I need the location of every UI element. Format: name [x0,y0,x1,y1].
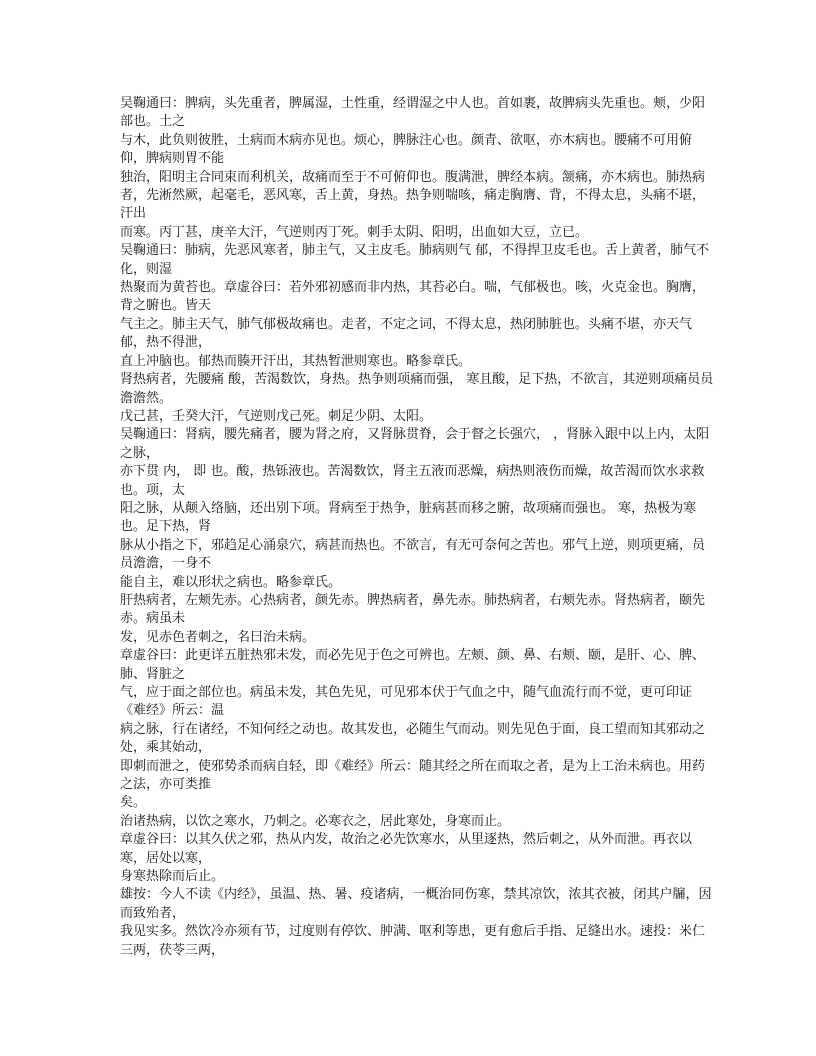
text-line: 热聚而为黄苔也。章虚谷曰：若外邪初感而非内热，其苔必白。喘，气郁极也。咳，火克金也。胸膺，背之腑也。皆天 [120,280,706,314]
text-line: 身寒热除而后止。 [120,869,225,885]
text-line: 直上冲脑也。郁热而腠开汗出，其热暂泄则寒也。略参章氏。 [120,353,472,369]
text-line: 而寒。丙丁甚，庚辛大汗，气逆则丙丁死。刺手太阴、阳明，出血如大豆，立已。 [120,224,589,240]
text-line: 章虚谷曰：以其久伏之邪，热从内发，故治之必先饮寒水，从里逐热，然后刺之，从外而泄。再衣以寒，居处以寒， [120,832,693,866]
text-line: 发，见赤色者刺之，名曰治未病。 [120,629,316,645]
text-line: 治诸热病，以饮之寒水，乃刺之。必寒衣之，居此寒处，身寒而止。 [120,813,511,829]
text-line: 我见实多。然饮冷亦须有节，过度则有停饮、肿满、呕利等患，更有愈后手指、足缝出水。速投：米仁三两，茯苓三两， [120,924,706,958]
text-line: 肾热病者，先腰痛 酸，苦渴数饮，身热。热争则项痛而强， 寒且酸，足下热，不欲言，其逆则项痛员员澹澹然。 [120,372,714,406]
text-line: 病之脉，行在诸经，不知何经之动也。故其发也，必随生气而动。则先见色于面，良工望而知其邪动之处，乘其始动， [120,721,706,756]
text-line: 章虚谷曰：此更详五脏热邪未发，而必先见于色之可辨也。左颊、颜、鼻、右颊、颐，是肝、心、脾、肺、肾脏之 [120,648,706,682]
text-line: 即刺而泄之，使邪势杀而病自轻，即《难经》所云：随其经之所在而取之者，是为上工治未病也。用药之法，亦可类推 [120,758,706,793]
text-line: 阳之脉，从颠入络脑，还出别下项。肾病至于热争，脏病甚而移之腑，故项痛而强也。 寒，热极为寒也。足下热，肾 [120,500,697,535]
text-line: 吴鞠通曰：肺病，先恶风寒者，肺主气，又主皮毛。肺病则气 郁，不得捍卫皮毛也。舌上黄者，肺气不化，则湿 [120,243,710,277]
text-line: 戊己甚，壬癸大汗，气逆则戊己死。刺足少阴、太阳。 [120,408,433,424]
text-line: 脉从小指之下，邪趋足心涌泉穴，病甚而热也。不欲言，有无可奈何之苦也。邪气上逆，则项更痛，员员澹澹，一身不 [120,537,706,572]
text-line: 亦下贯 内， 即 也。酸，热铄液也。苦渴数饮，肾主五液而恶燥，病热则液伤而燥，故苦渴而饮水求救也。项，太 [120,464,705,498]
text-line: 吴鞠通曰：脾病，头先重者，脾属湿，土性重，经谓湿之中人也。首如裹，故脾病头先重也。颊，少阳部也。土之 [120,96,706,130]
text-line: 独治，阳明主合同束而利机关，故痛而至于不可俯仰也。腹满泄，脾经本病。颔痛，亦木病也。肺热病者，先淅然厥，起毫毛，恶风寒，舌上黄，身热。热争则喘咳，痛走胸膺、背，不得太息，头痛不堪，汗出 [120,169,706,222]
body-text [120,95,716,960]
text-line: 矣。 [120,795,147,811]
text-line: 肝热病者，左颊先赤。心热病者，颜先赤。脾热病者，鼻先赤。肺热病者，右颊先赤。肾热病者，颐先赤。病虽未 [120,592,706,627]
text-line: 吴鞠通曰：肾病，腰先痛者，腰为肾之府，又肾脉贯脊，会于督之长强穴， ，肾脉入跟中以上内，太阳之脉， [120,427,710,461]
text-line: 气，应于面之部位也。病虽未发，其色先见，可见邪本伏于气血之中，随气血流行而不觉，更可印证《难经》所云：温 [120,685,693,719]
text-line: 能自主，难以形状之病也。略参章氏。 [120,574,342,590]
text-line: 与木，此负则彼胜，土病而木病亦见也。烦心，脾脉注心也。颜青、欲呕，亦木病也。腰痛不可用俯仰，脾病则胃不能 [120,132,693,167]
text-line: 气主之。肺主天气，肺气郁极故痛也。走者，不定之词，不得太息，热闭肺脏也。头痛不堪，亦天气 郁，热不得泄， [120,316,693,351]
text-line: 雄按：今人不读《内经》，虽温、热、暑、疫诸病，一概治同伤寒，禁其凉饮，浓其衣被，闭其户牖，因而致殆者， [120,887,712,921]
